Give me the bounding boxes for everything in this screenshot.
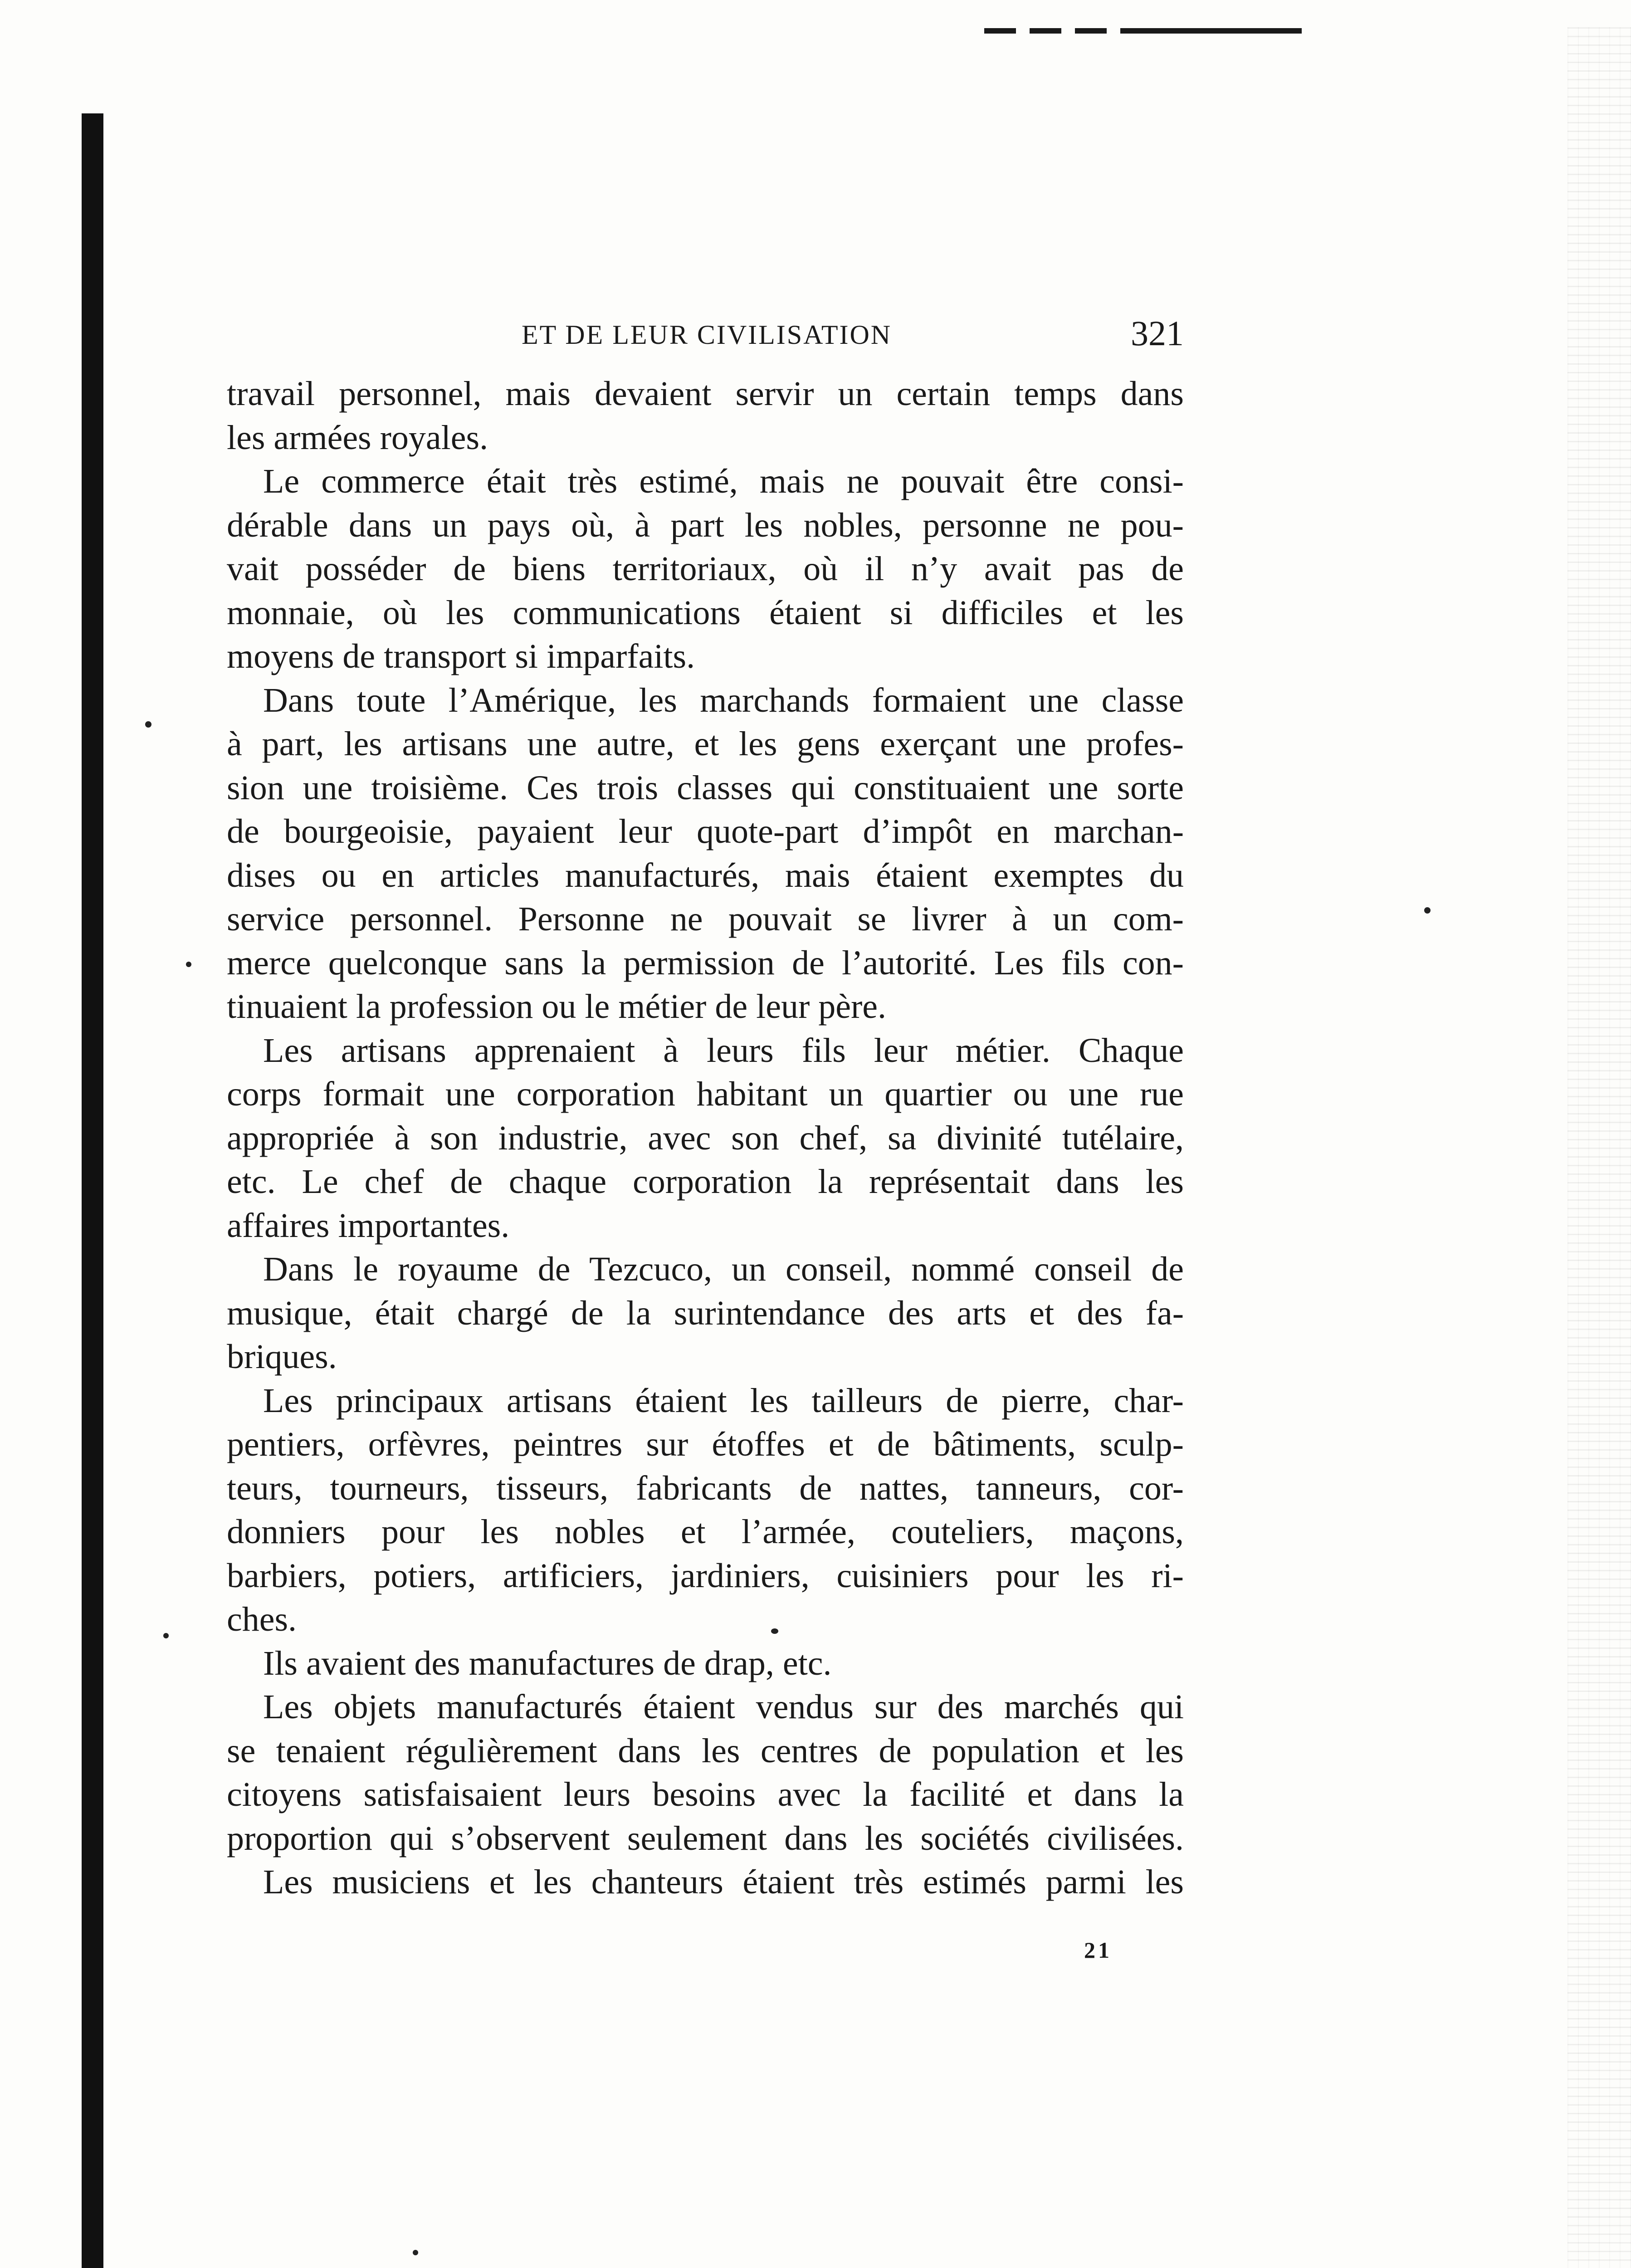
paragraph-start-line: Les objets manufacturés étaient vendus sur des marchés qui <box>263 1688 1184 1726</box>
scan-binding-edge <box>82 113 103 2268</box>
text-line: dises ou en articles manufacturés, mais étaient exemptes du <box>227 856 1184 894</box>
paragraph-start-line: Le commerce était très estimé, mais ne pouvait être consi- <box>263 462 1184 500</box>
scan-top-rule-segment <box>984 28 1016 34</box>
paragraph-start-line: Dans le royaume de Tezcuco, un conseil, nommé conseil de <box>263 1250 1184 1288</box>
text-line: proportion qui s’observent seulement dans les sociétés civilisées. <box>227 1819 1184 1857</box>
scan-speck <box>186 962 191 967</box>
paragraph-start-line: Les artisans apprenaient à leurs fils leur métier. Chaque <box>263 1031 1184 1070</box>
running-title: ET DE LEUR CIVILISATION <box>522 320 892 350</box>
running-header <box>227 313 1184 363</box>
text-line: les armées royales. <box>227 418 488 457</box>
scan-speck <box>145 721 151 728</box>
signature-mark: 21 <box>1084 1937 1112 1963</box>
text-line: musique, était chargé de la surintendance des arts et des fa- <box>227 1294 1184 1332</box>
text-line: moyens de transport si imparfaits. <box>227 637 695 675</box>
text-line: se tenaient régulièrement dans les centres de population et les <box>227 1731 1184 1770</box>
text-line: etc. Le chef de chaque corporation la représentait dans les <box>227 1163 1184 1201</box>
text-line: monnaie, où les communications étaient si difficiles et les <box>227 593 1184 632</box>
scan-top-rule-segment <box>1120 28 1302 34</box>
text-line: citoyens satisfaisaient leurs besoins avec la facilité et dans la <box>227 1775 1184 1813</box>
scan-top-rule-segment <box>1030 28 1061 34</box>
scan-top-rule-segment <box>1075 28 1107 34</box>
paragraph-start-line: Les musiciens et les chanteurs étaient très estimés parmi les <box>263 1863 1184 1901</box>
paragraph-start-line: Ils avaient des manufactures de drap, etc. <box>263 1644 832 1682</box>
text-line: pentiers, orfèvres, peintres sur étoffes et de bâtiments, sculp- <box>227 1425 1184 1463</box>
body-text <box>227 372 1184 1904</box>
text-line: corps formait une corporation habitant un quartier ou une rue <box>227 1075 1184 1113</box>
text-line: vait posséder de biens territoriaux, où il n’y avait pas de <box>227 550 1184 588</box>
text-line: appropriée à son industrie, avec son chef, sa divinité tutélaire, <box>227 1119 1184 1157</box>
scan-speck <box>163 1633 169 1638</box>
scan-speck <box>1424 907 1431 914</box>
text-line: dérable dans un pays où, à part les nobles, personne ne pou- <box>227 506 1184 544</box>
text-line: sion une troisième. Ces trois classes qui constituaient une sorte <box>227 768 1184 807</box>
text-line: donniers pour les nobles et l’armée, couteliers, maçons, <box>227 1513 1184 1551</box>
text-line: tinuaient la profession ou le métier de leur père. <box>227 987 887 1026</box>
text-line: affaires importantes. <box>227 1206 510 1245</box>
text-line: briques. <box>227 1338 337 1376</box>
text-line: merce quelconque sans la permission de l’autorité. Les fils con- <box>227 943 1184 982</box>
text-line: à part, les artisans une autre, et les gens exerçant une profes- <box>227 725 1184 763</box>
paragraph-start-line: Dans toute l’Amérique, les marchands formaient une classe <box>263 681 1184 719</box>
text-line: ches. <box>227 1600 297 1638</box>
scan-speck <box>413 2250 418 2255</box>
text-line: barbiers, potiers, artificiers, jardiniers, cuisiniers pour les ri- <box>227 1556 1184 1595</box>
paragraph-start-line: Les principaux artisans étaient les tailleurs de pierre, char- <box>263 1381 1184 1420</box>
text-line: de bourgeoisie, payaient leur quote-part d’impôt en marchan- <box>227 812 1184 850</box>
text-line: teurs, tourneurs, tisseurs, fabricants de nattes, tanneurs, cor- <box>227 1469 1184 1507</box>
page-number: 321 <box>1131 313 1184 353</box>
text-line: travail personnel, mais devaient servir un certain temps dans <box>227 375 1184 413</box>
text-line: service personnel. Personne ne pouvait se livrer à un com- <box>227 900 1184 938</box>
scan-edge-noise <box>1568 27 1631 2268</box>
